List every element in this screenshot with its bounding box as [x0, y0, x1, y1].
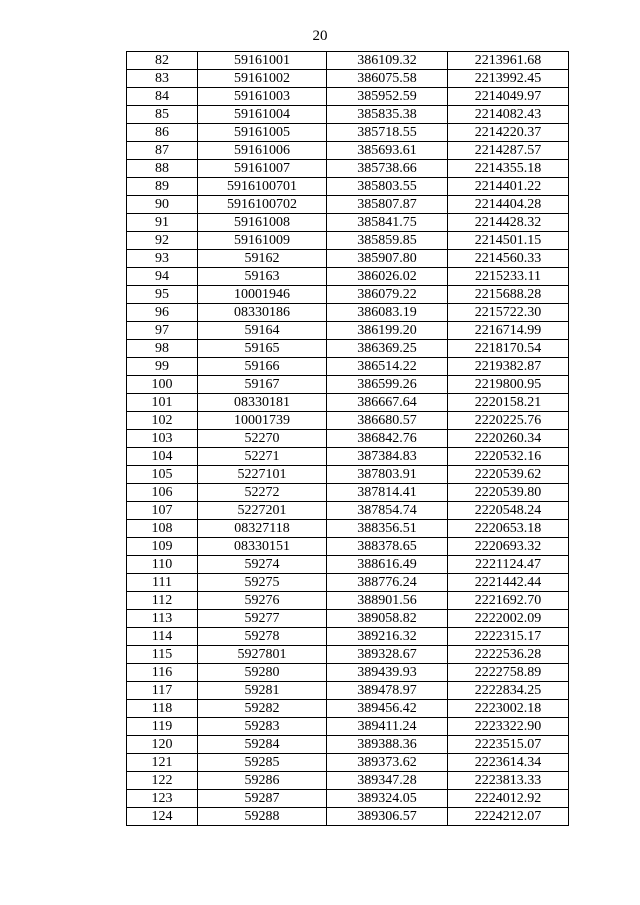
table-row — [127, 610, 569, 628]
x-coordinate-cell: 388901.56 — [327, 592, 448, 610]
point-id-cell: 59164 — [198, 322, 327, 340]
row-number-cell: 91 — [127, 214, 198, 232]
x-coordinate-cell: 385718.55 — [327, 124, 448, 142]
row-number-cell: 119 — [127, 718, 198, 736]
table-row — [127, 736, 569, 754]
y-coordinate-cell: 2222002.09 — [448, 610, 569, 628]
y-coordinate-cell: 2219800.95 — [448, 376, 569, 394]
y-coordinate-cell: 2214560.33 — [448, 250, 569, 268]
row-number-cell: 90 — [127, 196, 198, 214]
row-number-cell: 117 — [127, 682, 198, 700]
y-coordinate-cell: 2223002.18 — [448, 700, 569, 718]
point-id-cell: 5916100702 — [198, 196, 327, 214]
x-coordinate-cell: 389058.82 — [327, 610, 448, 628]
table-row — [127, 322, 569, 340]
x-coordinate-cell: 386079.22 — [327, 286, 448, 304]
x-coordinate-cell: 386842.76 — [327, 430, 448, 448]
row-number-cell: 100 — [127, 376, 198, 394]
row-number-cell: 89 — [127, 178, 198, 196]
table-row — [127, 358, 569, 376]
y-coordinate-cell: 2220539.62 — [448, 466, 569, 484]
y-coordinate-cell: 2223515.07 — [448, 736, 569, 754]
point-id-cell: 59166 — [198, 358, 327, 376]
point-id-cell: 59282 — [198, 700, 327, 718]
row-number-cell: 95 — [127, 286, 198, 304]
point-id-cell: 59281 — [198, 682, 327, 700]
point-id-cell: 59161005 — [198, 124, 327, 142]
table-row — [127, 88, 569, 106]
point-id-cell: 59161009 — [198, 232, 327, 250]
point-id-cell: 59275 — [198, 574, 327, 592]
x-coordinate-cell: 385738.66 — [327, 160, 448, 178]
table-row — [127, 538, 569, 556]
row-number-cell: 87 — [127, 142, 198, 160]
x-coordinate-cell: 389411.24 — [327, 718, 448, 736]
row-number-cell: 83 — [127, 70, 198, 88]
row-number-cell: 101 — [127, 394, 198, 412]
row-number-cell: 99 — [127, 358, 198, 376]
y-coordinate-cell: 2223614.34 — [448, 754, 569, 772]
y-coordinate-cell: 2222834.25 — [448, 682, 569, 700]
row-number-cell: 94 — [127, 268, 198, 286]
table-row — [127, 484, 569, 502]
table-row — [127, 52, 569, 70]
point-id-cell: 52272 — [198, 484, 327, 502]
row-number-cell: 84 — [127, 88, 198, 106]
x-coordinate-cell: 386075.58 — [327, 70, 448, 88]
y-coordinate-cell: 2214220.37 — [448, 124, 569, 142]
x-coordinate-cell: 385952.59 — [327, 88, 448, 106]
y-coordinate-cell: 2224212.07 — [448, 808, 569, 826]
x-coordinate-cell: 389324.05 — [327, 790, 448, 808]
point-id-cell: 59161007 — [198, 160, 327, 178]
y-coordinate-cell: 2222536.28 — [448, 646, 569, 664]
table-row — [127, 412, 569, 430]
point-id-cell: 52270 — [198, 430, 327, 448]
x-coordinate-cell: 389456.42 — [327, 700, 448, 718]
table-row — [127, 394, 569, 412]
point-id-cell: 59161002 — [198, 70, 327, 88]
table-row — [127, 646, 569, 664]
x-coordinate-cell: 385835.38 — [327, 106, 448, 124]
table-row — [127, 232, 569, 250]
x-coordinate-cell: 388616.49 — [327, 556, 448, 574]
x-coordinate-cell: 387814.41 — [327, 484, 448, 502]
x-coordinate-cell: 389328.67 — [327, 646, 448, 664]
point-id-cell: 59283 — [198, 718, 327, 736]
x-coordinate-cell: 385807.87 — [327, 196, 448, 214]
x-coordinate-cell: 389306.57 — [327, 808, 448, 826]
x-coordinate-cell: 386514.22 — [327, 358, 448, 376]
x-coordinate-cell: 385841.75 — [327, 214, 448, 232]
table-row — [127, 664, 569, 682]
row-number-cell: 97 — [127, 322, 198, 340]
table-row — [127, 124, 569, 142]
table-row — [127, 196, 569, 214]
row-number-cell: 112 — [127, 592, 198, 610]
row-number-cell: 105 — [127, 466, 198, 484]
x-coordinate-cell: 385803.55 — [327, 178, 448, 196]
row-number-cell: 92 — [127, 232, 198, 250]
point-id-cell: 59285 — [198, 754, 327, 772]
point-id-cell: 5916100701 — [198, 178, 327, 196]
x-coordinate-cell: 389347.28 — [327, 772, 448, 790]
point-id-cell: 59161001 — [198, 52, 327, 70]
y-coordinate-cell: 2213992.45 — [448, 70, 569, 88]
y-coordinate-cell: 2220653.18 — [448, 520, 569, 538]
row-number-cell: 110 — [127, 556, 198, 574]
point-id-cell: 59161008 — [198, 214, 327, 232]
table-row — [127, 808, 569, 826]
y-coordinate-cell: 2221124.47 — [448, 556, 569, 574]
y-coordinate-cell: 2215688.28 — [448, 286, 569, 304]
point-id-cell: 59167 — [198, 376, 327, 394]
y-coordinate-cell: 2220532.16 — [448, 448, 569, 466]
row-number-cell: 122 — [127, 772, 198, 790]
point-id-cell: 08330181 — [198, 394, 327, 412]
row-number-cell: 121 — [127, 754, 198, 772]
point-id-cell: 59280 — [198, 664, 327, 682]
table-row — [127, 304, 569, 322]
y-coordinate-cell: 2213961.68 — [448, 52, 569, 70]
x-coordinate-cell: 388356.51 — [327, 520, 448, 538]
table-row — [127, 466, 569, 484]
table-row — [127, 142, 569, 160]
x-coordinate-cell: 389439.93 — [327, 664, 448, 682]
table-row — [127, 178, 569, 196]
point-id-cell: 08330186 — [198, 304, 327, 322]
table-row — [127, 628, 569, 646]
x-coordinate-cell: 386667.64 — [327, 394, 448, 412]
point-id-cell: 59162 — [198, 250, 327, 268]
row-number-cell: 123 — [127, 790, 198, 808]
table-row — [127, 556, 569, 574]
y-coordinate-cell: 2222758.89 — [448, 664, 569, 682]
x-coordinate-cell: 386369.25 — [327, 340, 448, 358]
row-number-cell: 104 — [127, 448, 198, 466]
table-row — [127, 682, 569, 700]
y-coordinate-cell: 2214428.32 — [448, 214, 569, 232]
point-id-cell: 59286 — [198, 772, 327, 790]
x-coordinate-cell: 388378.65 — [327, 538, 448, 556]
point-id-cell: 59274 — [198, 556, 327, 574]
table-row — [127, 700, 569, 718]
row-number-cell: 88 — [127, 160, 198, 178]
y-coordinate-cell: 2214287.57 — [448, 142, 569, 160]
y-coordinate-cell: 2215233.11 — [448, 268, 569, 286]
row-number-cell: 96 — [127, 304, 198, 322]
y-coordinate-cell: 2223813.33 — [448, 772, 569, 790]
point-id-cell: 5227101 — [198, 466, 327, 484]
row-number-cell: 107 — [127, 502, 198, 520]
table-row — [127, 250, 569, 268]
row-number-cell: 111 — [127, 574, 198, 592]
x-coordinate-cell: 387803.91 — [327, 466, 448, 484]
y-coordinate-cell: 2220158.21 — [448, 394, 569, 412]
point-id-cell: 59287 — [198, 790, 327, 808]
table-row — [127, 448, 569, 466]
table-row — [127, 502, 569, 520]
table-row — [127, 340, 569, 358]
x-coordinate-cell: 389373.62 — [327, 754, 448, 772]
x-coordinate-cell: 385693.61 — [327, 142, 448, 160]
y-coordinate-cell: 2220260.34 — [448, 430, 569, 448]
row-number-cell: 113 — [127, 610, 198, 628]
y-coordinate-cell: 2222315.17 — [448, 628, 569, 646]
table-row — [127, 106, 569, 124]
y-coordinate-cell: 2214404.28 — [448, 196, 569, 214]
row-number-cell: 102 — [127, 412, 198, 430]
point-id-cell: 59277 — [198, 610, 327, 628]
y-coordinate-cell: 2223322.90 — [448, 718, 569, 736]
point-id-cell: 08330151 — [198, 538, 327, 556]
y-coordinate-cell: 2220225.76 — [448, 412, 569, 430]
x-coordinate-cell: 389388.36 — [327, 736, 448, 754]
row-number-cell: 115 — [127, 646, 198, 664]
row-number-cell: 120 — [127, 736, 198, 754]
x-coordinate-cell: 389216.32 — [327, 628, 448, 646]
x-coordinate-cell: 386083.19 — [327, 304, 448, 322]
row-number-cell: 108 — [127, 520, 198, 538]
y-coordinate-cell: 2221692.70 — [448, 592, 569, 610]
x-coordinate-cell: 386109.32 — [327, 52, 448, 70]
row-number-cell: 109 — [127, 538, 198, 556]
y-coordinate-cell: 2214355.18 — [448, 160, 569, 178]
row-number-cell: 124 — [127, 808, 198, 826]
point-id-cell: 08327118 — [198, 520, 327, 538]
x-coordinate-cell: 386199.20 — [327, 322, 448, 340]
point-id-cell: 59161003 — [198, 88, 327, 106]
row-number-cell: 118 — [127, 700, 198, 718]
point-id-cell: 52271 — [198, 448, 327, 466]
y-coordinate-cell: 2221442.44 — [448, 574, 569, 592]
table-row — [127, 268, 569, 286]
row-number-cell: 114 — [127, 628, 198, 646]
row-number-cell: 93 — [127, 250, 198, 268]
x-coordinate-cell: 387384.83 — [327, 448, 448, 466]
point-id-cell: 59161004 — [198, 106, 327, 124]
y-coordinate-cell: 2218170.54 — [448, 340, 569, 358]
table-row — [127, 592, 569, 610]
y-coordinate-cell: 2219382.87 — [448, 358, 569, 376]
row-number-cell: 103 — [127, 430, 198, 448]
point-id-cell: 10001946 — [198, 286, 327, 304]
coordinates-table — [126, 51, 569, 826]
row-number-cell: 106 — [127, 484, 198, 502]
y-coordinate-cell: 2220539.80 — [448, 484, 569, 502]
x-coordinate-cell: 387854.74 — [327, 502, 448, 520]
point-id-cell: 59163 — [198, 268, 327, 286]
y-coordinate-cell: 2215722.30 — [448, 304, 569, 322]
page-number: 20 — [312, 28, 328, 44]
x-coordinate-cell: 386026.02 — [327, 268, 448, 286]
y-coordinate-cell: 2214501.15 — [448, 232, 569, 250]
table-row — [127, 160, 569, 178]
row-number-cell: 86 — [127, 124, 198, 142]
row-number-cell: 82 — [127, 52, 198, 70]
table-row — [127, 772, 569, 790]
table-row — [127, 286, 569, 304]
table-row — [127, 790, 569, 808]
x-coordinate-cell: 386680.57 — [327, 412, 448, 430]
x-coordinate-cell: 386599.26 — [327, 376, 448, 394]
table-row — [127, 754, 569, 772]
y-coordinate-cell: 2214401.22 — [448, 178, 569, 196]
table-row — [127, 70, 569, 88]
point-id-cell: 5927801 — [198, 646, 327, 664]
y-coordinate-cell: 2214082.43 — [448, 106, 569, 124]
table-row — [127, 574, 569, 592]
coordinates-table-body — [127, 52, 569, 826]
row-number-cell: 85 — [127, 106, 198, 124]
point-id-cell: 5227201 — [198, 502, 327, 520]
point-id-cell: 59161006 — [198, 142, 327, 160]
row-number-cell: 116 — [127, 664, 198, 682]
table-row — [127, 718, 569, 736]
table-row — [127, 520, 569, 538]
row-number-cell: 98 — [127, 340, 198, 358]
table-row — [127, 214, 569, 232]
y-coordinate-cell: 2214049.97 — [448, 88, 569, 106]
y-coordinate-cell: 2220693.32 — [448, 538, 569, 556]
y-coordinate-cell: 2224012.92 — [448, 790, 569, 808]
x-coordinate-cell: 388776.24 — [327, 574, 448, 592]
table-row — [127, 376, 569, 394]
x-coordinate-cell: 385907.80 — [327, 250, 448, 268]
y-coordinate-cell: 2216714.99 — [448, 322, 569, 340]
point-id-cell: 10001739 — [198, 412, 327, 430]
y-coordinate-cell: 2220548.24 — [448, 502, 569, 520]
point-id-cell: 59288 — [198, 808, 327, 826]
x-coordinate-cell: 385859.85 — [327, 232, 448, 250]
point-id-cell: 59165 — [198, 340, 327, 358]
x-coordinate-cell: 389478.97 — [327, 682, 448, 700]
point-id-cell: 59276 — [198, 592, 327, 610]
table-row — [127, 430, 569, 448]
point-id-cell: 59284 — [198, 736, 327, 754]
point-id-cell: 59278 — [198, 628, 327, 646]
